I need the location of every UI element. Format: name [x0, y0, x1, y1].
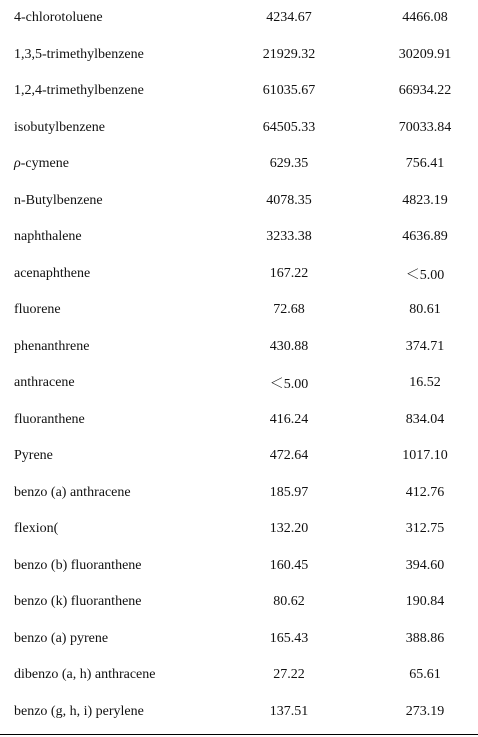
table-bottom-rule — [0, 734, 478, 735]
compound-name: benzo (a) anthracene — [14, 484, 131, 500]
value-col-2: 834.04 — [405, 411, 445, 427]
table-row — [0, 73, 478, 110]
compound-name: benzo (k) fluoranthene — [14, 594, 142, 610]
value-col-1: 80.62 — [273, 594, 305, 610]
table-row — [0, 365, 478, 402]
value-col-1: 64505.33 — [262, 119, 316, 135]
table-row — [0, 256, 478, 293]
value-col-2: 30209.91 — [398, 46, 452, 62]
compound-name: n-Butylbenzene — [14, 192, 103, 208]
value-col-2: 374.71 — [405, 338, 445, 354]
table-row — [0, 292, 478, 329]
compound-name: anthracene — [14, 375, 75, 391]
value-col-2: 312.75 — [405, 521, 445, 537]
value-col-1: 472.64 — [269, 448, 309, 464]
table-row — [0, 621, 478, 658]
compound-name: Pyrene — [14, 448, 53, 464]
compound-name: 1,3,5-trimethylbenzene — [14, 46, 144, 62]
value-col-1: 72.68 — [273, 302, 305, 318]
table-row — [0, 511, 478, 548]
value-col-1: 4234.67 — [266, 10, 312, 26]
table-row — [0, 438, 478, 475]
table-row — [0, 37, 478, 74]
value-col-1: 416.24 — [269, 411, 309, 427]
value-col-2: 190.84 — [405, 594, 445, 610]
value-col-1: 167.22 — [269, 265, 309, 281]
value-col-1: 160.45 — [269, 557, 309, 573]
value-col-2: 756.41 — [405, 156, 445, 172]
value-col-2: 80.61 — [409, 302, 441, 318]
compound-name: naphthalene — [14, 229, 82, 245]
value-col-1: 61035.67 — [262, 83, 316, 99]
value-col-1: 137.51 — [269, 703, 309, 719]
compound-name: phenanthrene — [14, 338, 90, 354]
compound-name: flexion( — [14, 521, 59, 537]
value-col-2: 70033.84 — [398, 119, 452, 135]
value-col-1: 4078.35 — [266, 192, 312, 208]
table-row — [0, 0, 478, 37]
value-col-2: 412.76 — [405, 484, 445, 500]
table-row — [0, 329, 478, 366]
compound-name: 1,2,4-trimethylbenzene — [14, 83, 144, 99]
table-row — [0, 657, 478, 694]
value-col-2: 1017.10 — [402, 448, 448, 464]
table-row — [0, 402, 478, 439]
value-col-1: 132.20 — [269, 521, 309, 537]
value-col-1: 185.97 — [269, 484, 309, 500]
compound-name: fluorene — [14, 302, 61, 318]
value-col-2: 388.86 — [405, 630, 445, 646]
value-col-1: ＜5.00 — [269, 377, 309, 393]
value-col-2: ＜5.00 — [405, 267, 445, 283]
table-row — [0, 146, 478, 183]
value-col-1: 629.35 — [269, 156, 309, 172]
table-row — [0, 548, 478, 585]
compound-name: benzo (a) pyrene — [14, 630, 109, 646]
table-row — [0, 475, 478, 512]
compound-name — [0, 146, 226, 183]
value-col-1: 3233.38 — [266, 229, 312, 245]
compound-name: benzo (g, h, i) perylene — [14, 703, 144, 719]
value-col-1: 21929.32 — [262, 46, 316, 62]
value-col-2: 273.19 — [405, 703, 445, 719]
table-row — [0, 110, 478, 147]
compound-name: acenaphthene — [14, 265, 91, 281]
value-col-2: 16.52 — [409, 375, 441, 391]
value-col-2: 4636.89 — [402, 229, 448, 245]
value-col-1: 165.43 — [269, 630, 309, 646]
table-row — [0, 694, 478, 731]
value-col-1: 27.22 — [273, 667, 305, 683]
value-col-2: 394.60 — [405, 557, 445, 573]
compound-name: fluoranthene — [14, 411, 85, 427]
table-row — [0, 183, 478, 220]
compound-name: benzo (b) fluoranthene — [14, 557, 142, 573]
value-col-1: 430.88 — [269, 338, 309, 354]
value-col-2: 65.61 — [409, 667, 441, 683]
compound-name: dibenzo (a, h) anthracene — [14, 667, 156, 683]
table-row — [0, 584, 478, 621]
table-row — [0, 219, 478, 256]
value-col-2: 4466.08 — [402, 10, 448, 26]
compound-name: isobutylbenzene — [14, 119, 105, 135]
value-col-2: 4823.19 — [402, 192, 448, 208]
value-col-2: 66934.22 — [398, 83, 452, 99]
compound-name-prefix: ρ — [14, 156, 21, 172]
compound-name: 4-chlorotoluene — [14, 10, 103, 26]
compound-name-suffix: -cymene — [20, 156, 69, 172]
